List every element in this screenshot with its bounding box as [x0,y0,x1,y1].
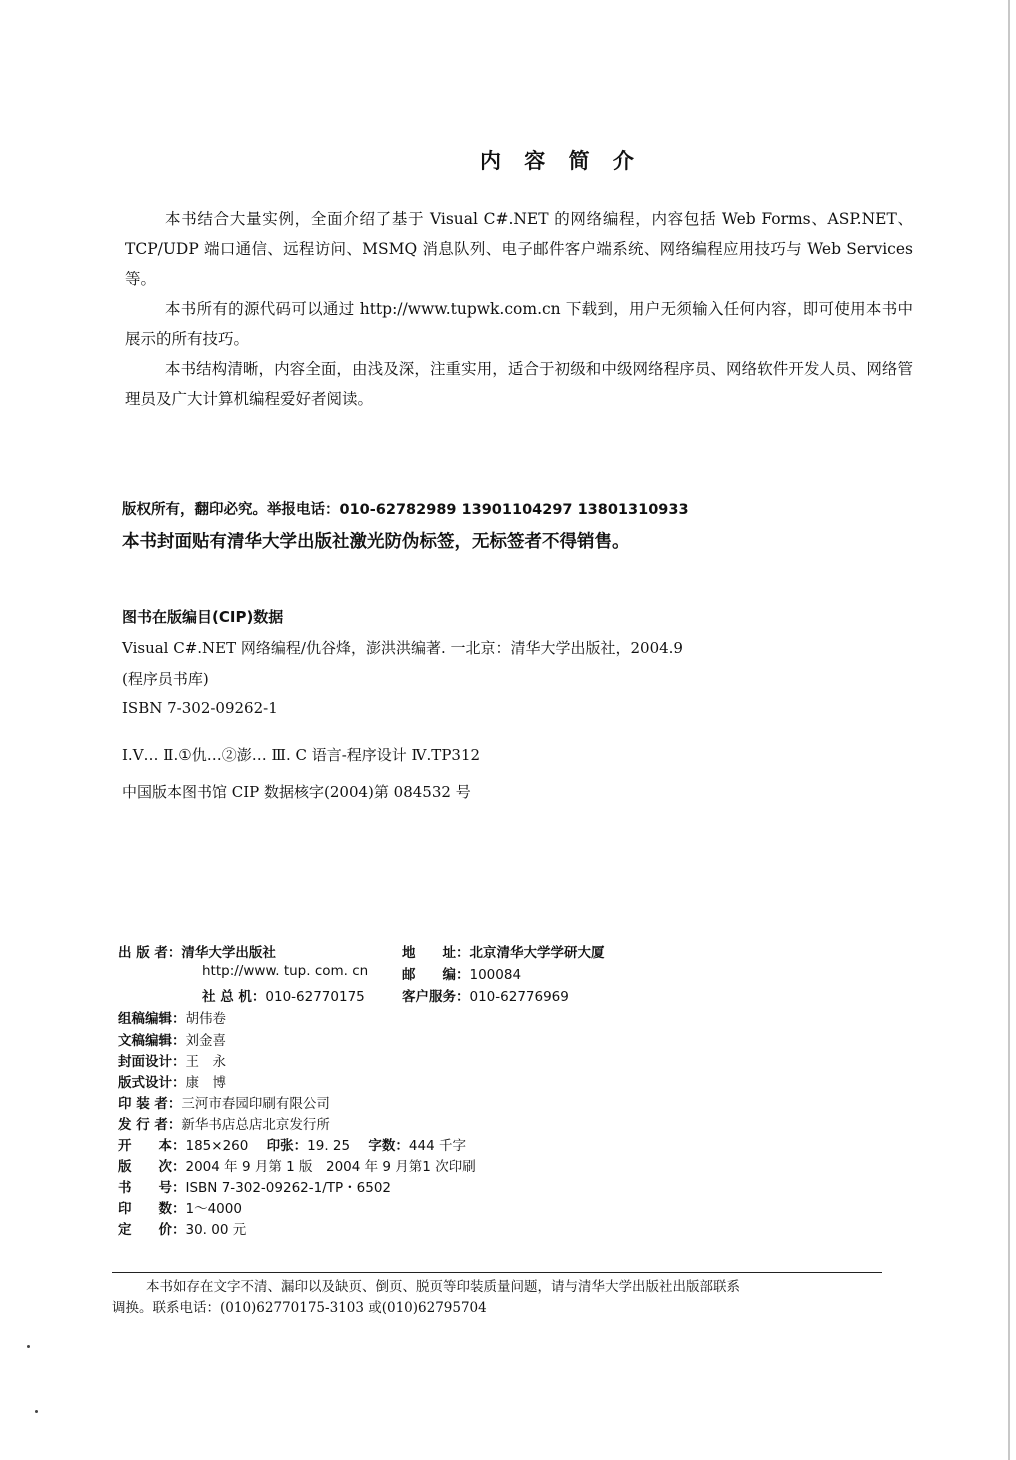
imprint-row-format [118,1134,466,1154]
imprint-row-printer [118,1092,330,1112]
cover-label: 封面设计： [118,1054,186,1070]
copy-editor-value: 刘金喜 [185,1033,226,1049]
scan-speck [27,1345,30,1348]
sheets-value: 19. 25 [307,1138,351,1154]
words-value: 444 千字 [408,1138,466,1154]
copy-editor-label: 文稿编辑： [118,1033,186,1049]
footnote-line-2: 调换。联系电话：(010)62770175-3103 或(010)62795704 [112,1300,487,1316]
imprint-row-address [402,941,605,961]
cip-heading: 图书在版编目(CIP)数据 [122,608,284,626]
isbn-value: ISBN 7-302-09262-1/TP・6502 [185,1180,391,1196]
layout-label: 版式设计： [118,1075,186,1091]
editor-value: 胡伟卷 [185,1011,226,1027]
price-label: 定 价： [118,1222,186,1238]
postcode-label: 邮 编： [402,967,470,983]
publisher-value: 清华大学出版社 [181,945,276,961]
address-value: 北京清华大学学研大厦 [469,945,605,961]
switchboard-label: 社 总 机： [202,989,266,1005]
editor-label: 组稿编辑： [118,1011,186,1027]
imprint-row-publisher [118,941,276,961]
switchboard-value: 010-62770175 [265,989,365,1005]
isbn-label: 书 号： [118,1180,186,1196]
imprint-row-isbn [118,1176,391,1196]
imprint-row-edition [118,1155,476,1175]
footnote-divider [112,1272,882,1273]
intro-paragraph-2: 本书所有的源代码可以通过 http://www.tupwk.com.cn 下载到，用户无须输入任何内容，即可使用本书中展示的所有技巧。 [125,300,913,348]
imprint-row-copy-editor [118,1029,226,1049]
print-run-value: 1～4000 [185,1201,242,1217]
anti-counterfeit-notice: 本书封面贴有清华大学出版社激光防伪标签，无标签者不得销售。 [122,532,630,552]
footnote-line-1: 本书如存在文字不清、漏印以及缺页、倒页、脱页等印装质量问题，请与清华大学出版社出版部联系 [146,1279,740,1295]
format-label: 开 本： [118,1138,186,1154]
copyright-notice: 版权所有，翻印必究。举报电话：010-62782989 13901104297 13801310933 [122,502,689,518]
imprint-row-editor [118,1007,226,1027]
cip-line-isbn: ISBN 7-302-09262-1 [122,699,278,717]
print-run-label: 印 数： [118,1201,186,1217]
intro-paragraph-1: 本书结合大量实例，全面介绍了基于 Visual C#.NET 的网络编程，内容包括 Web Forms、ASP.NET、TCP/UDP 端口通信、远程访问、MSMQ 消息队列、电子邮件客户端系统、网络编程应用技巧与 Web Services 等。 [125,210,913,288]
layout-value: 康 博 [185,1075,226,1091]
sheets-label: 印张： [266,1138,308,1154]
cip-line-series: (程序员书库) [122,670,209,688]
page-title: 内 容 简 介 [480,149,642,173]
printer-value: 三河市春园印刷有限公司 [181,1096,330,1112]
cover-value: 王 永 [185,1054,226,1070]
address-label: 地 址： [402,945,470,961]
imprint-row-switchboard [202,985,365,1005]
distributor-value: 新华书店总店北京发行所 [181,1117,330,1133]
service-value: 010-62776969 [469,989,569,1005]
edition-label: 版 次： [118,1159,186,1175]
distributor-label: 发 行 者： [118,1117,182,1133]
imprint-website: http://www. tup. com. cn [202,963,369,979]
cip-line-classification: Ⅰ.V… Ⅱ.①仇…②澎… Ⅲ. C 语言-程序设计 Ⅳ.TP312 [122,746,481,764]
printer-label: 印 装 者： [118,1096,182,1112]
scan-edge [1008,0,1010,1460]
imprint-row-service [402,985,569,1005]
words-label: 字数： [368,1138,409,1154]
imprint-row-layout [118,1071,226,1091]
imprint-row-distributor [118,1113,330,1133]
imprint-row-postcode [402,963,521,983]
format-value: 185×260 [185,1138,249,1154]
cip-line-title: Visual C#.NET 网络编程/仇谷烽，澎洪洪编著. 一北京：清华大学出版社，2004.9 [122,639,683,657]
cip-line-record: 中国版本图书馆 CIP 数据核字(2004)第 084532 号 [122,783,471,801]
scan-speck [35,1410,38,1413]
postcode-value: 100084 [469,967,522,983]
price-value: 30. 00 元 [185,1222,247,1238]
intro-paragraph-3: 本书结构清晰，内容全面，由浅及深，注重实用，适合于初级和中级网络程序员、网络软件开发人员、网络管理员及广大计算机编程爱好者阅读。 [125,360,913,408]
imprint-row-print-run [118,1197,242,1217]
imprint-row-cover [118,1050,226,1070]
service-label: 客户服务： [402,989,470,1005]
edition-value: 2004 年 9 月第 1 版 2004 年 9 月第1 次印刷 [185,1159,476,1175]
publisher-label: 出 版 者： [118,945,182,961]
imprint-row-price [118,1218,246,1238]
